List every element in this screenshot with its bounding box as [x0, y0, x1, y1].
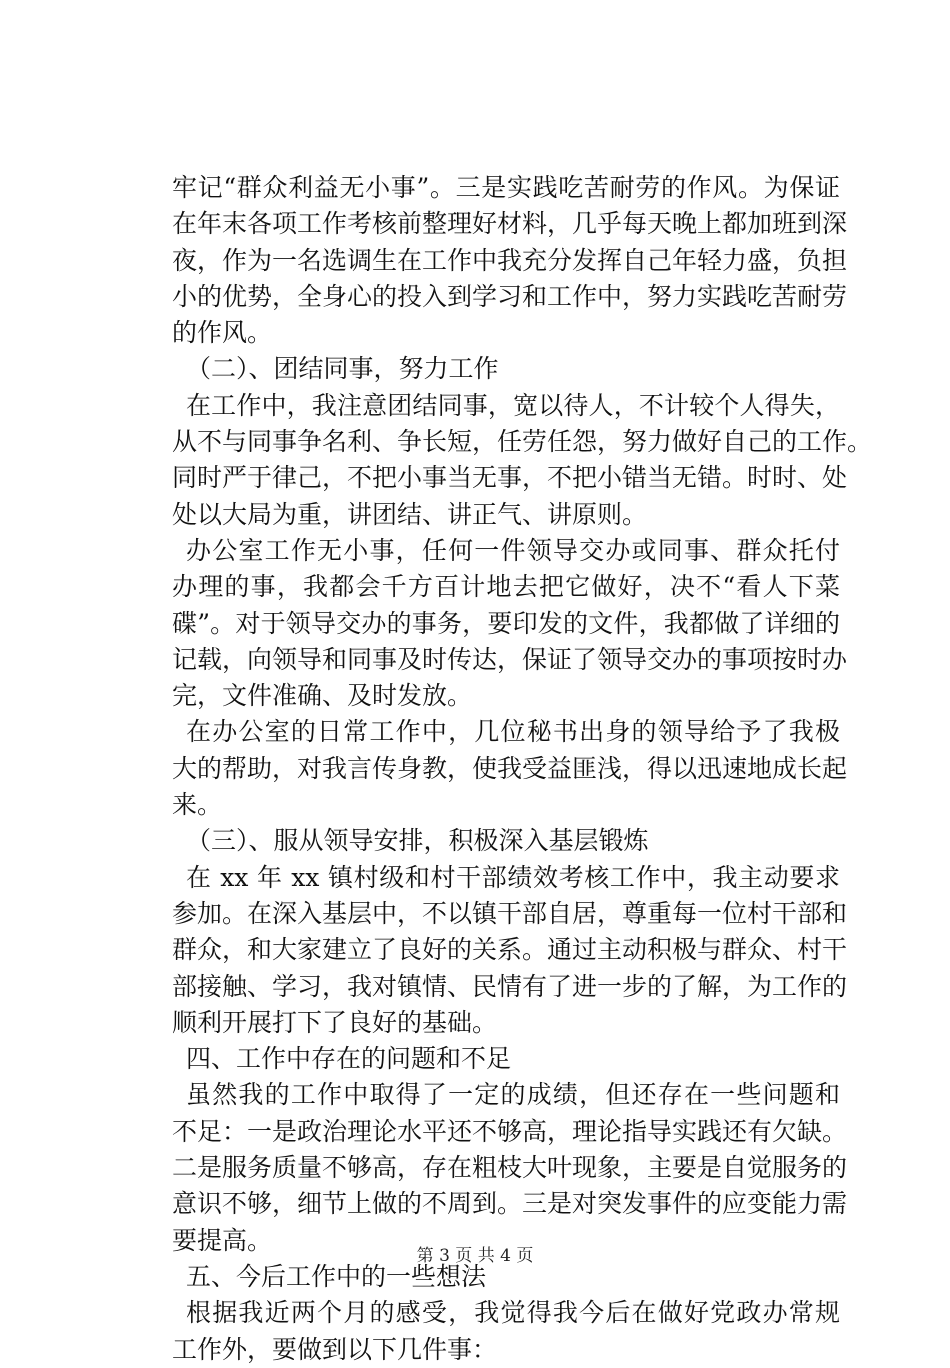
text-line: 从不与同事争名利、争长短，任劳任怨，努力做好自己的工作。	[172, 427, 873, 457]
text-line: 牢记“群众利益无小事”。三是实践吃苦耐劳的作风。为保证	[172, 173, 840, 202]
paragraph-first-line: （三）、服从领导安排，积极深入基层锻炼	[186, 826, 649, 856]
text-line: 参加。在深入基层中，不以镇干部自居，尊重每一位村干部和	[172, 898, 848, 928]
paragraph-first-line: 在 xx 年 xx 镇村级和村干部绩效考核工作中，我主动要求	[186, 862, 840, 892]
paragraph-first-line: 在办公室的日常工作中，几位秘书出身的领导给予了我极	[186, 717, 840, 747]
text-line: 同时严于律己，不把小事当无事，不把小错当无错。时时、处	[172, 463, 848, 493]
text-line: 意识不够，细节上做的不周到。三是对突发事件的应变能力需	[172, 1189, 848, 1219]
text-line: 在年末各项工作考核前整理好材料，几乎每天晚上都加班到深	[172, 209, 848, 239]
paragraph-first-line: 在工作中，我注意团结同事，宽以待人，不计较个人得失，	[186, 390, 840, 420]
text-line: 不足：一是政治理论水平还不够高，理论指导实践还有欠缺。	[172, 1116, 848, 1146]
text-line: 要提高。	[172, 1225, 273, 1255]
text-line: 记载，向领导和同事及时传达，保证了领导交办的事项按时办	[172, 644, 848, 674]
text-line: 群众，和大家建立了良好的关系。通过主动积极与群众、村干	[172, 935, 848, 965]
paragraph-first-line: （二）、团结同事，努力工作	[186, 354, 499, 384]
text-line: 工作外，要做到以下几件事：	[172, 1334, 498, 1364]
text-line: 碟”。对于领导交办的事务，要印发的文件，我都做了详细的	[172, 608, 840, 638]
text-line: 处以大局为重，讲团结、讲正气、讲原则。	[172, 499, 648, 529]
text-line: 来。	[172, 790, 223, 820]
text-line: 部接触、学习，我对镇情、民情有了进一步的了解，为工作的	[172, 971, 848, 1001]
text-line: 二是服务质量不够高，存在粗枝大叶现象，主要是自觉服务的	[172, 1153, 848, 1183]
text-line: 完，文件准确、及时发放。	[172, 681, 473, 711]
paragraph-first-line: 四、工作中存在的问题和不足	[186, 1044, 512, 1074]
paragraph-first-line: 根据我近两个月的感受，我觉得我今后在做好党政办常规	[186, 1298, 840, 1328]
text-line: 夜，作为一名选调生在工作中我充分发挥自己年轻力盛，负担	[172, 245, 848, 275]
text-line: 大的帮助，对我言传身教，使我受益匪浅，得以迅速地成长起	[172, 753, 848, 783]
document-body	[172, 170, 873, 1368]
paragraph-first-line: 五、今后工作中的一些想法	[186, 1261, 487, 1291]
text-line: 小的优势，全身心的投入到学习和工作中，努力实践吃苦耐劳	[172, 281, 848, 311]
paragraph-first-line: 虽然我的工作中取得了一定的成绩，但还存在一些问题和	[186, 1080, 840, 1110]
paragraph-first-line: 办公室工作无小事，任何一件领导交办或同事、群众托付	[186, 535, 840, 565]
text-line: 办理的事，我都会千方百计地去把它做好，决不“看人下菜	[172, 572, 840, 602]
text-line: 的作风。	[172, 318, 273, 348]
page-footer: 第 3 页 共 4 页	[416, 1246, 534, 1266]
text-line: 顺利开展打下了良好的基础。	[172, 1007, 498, 1037]
